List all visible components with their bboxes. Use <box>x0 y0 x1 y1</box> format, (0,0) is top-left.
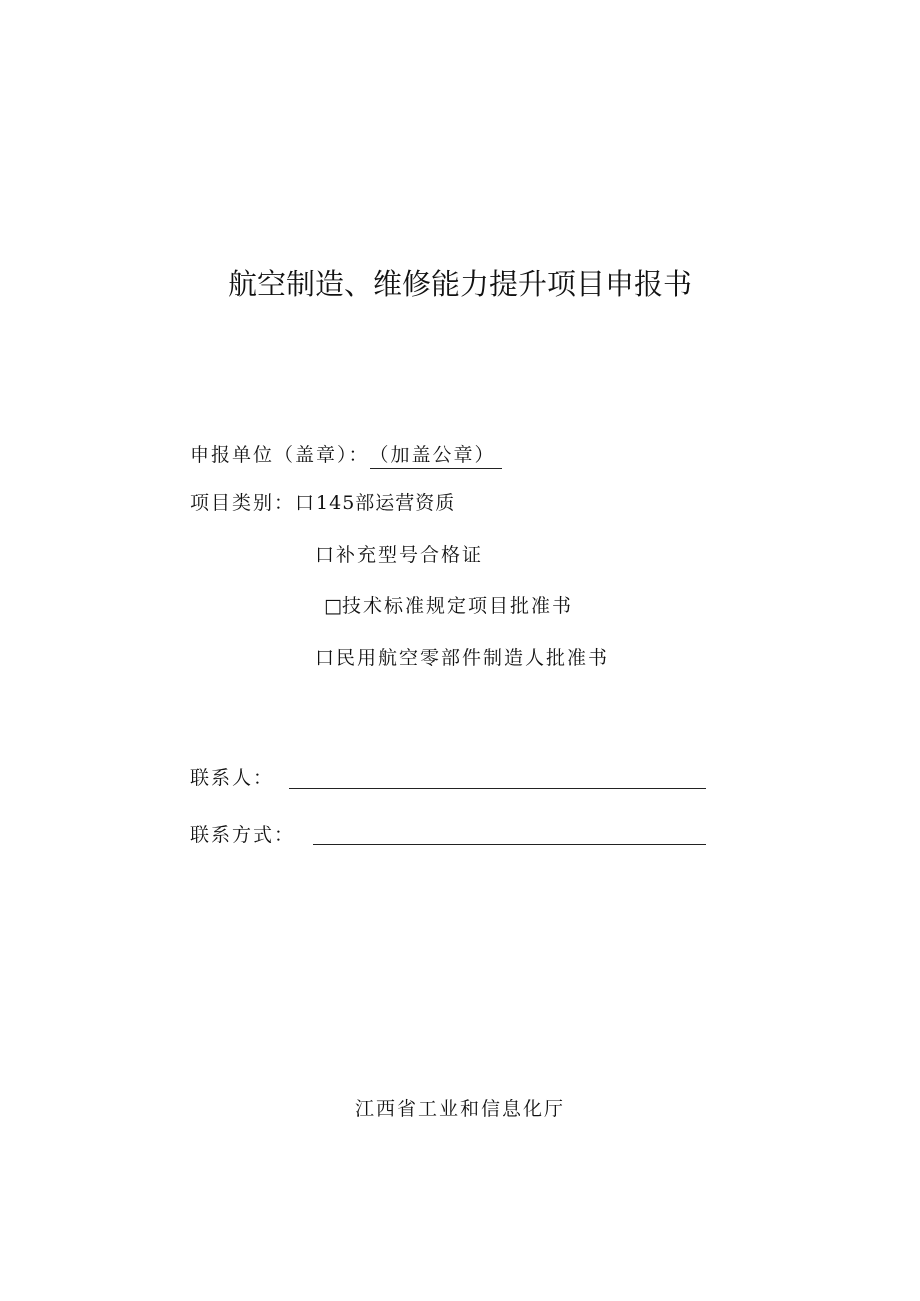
contact-method-label: 联系方式： <box>190 824 296 846</box>
document-title: 航空制造、维修能力提升项目申报书 <box>227 267 692 301</box>
category-option-ctsoa: 技术标准规定项目批准书 <box>341 595 573 617</box>
contact-method-field[interactable] <box>313 844 706 845</box>
category-option-row <box>315 542 483 568</box>
contact-person-row <box>190 765 274 791</box>
category-row <box>190 490 455 516</box>
category-option-pma: 民用航空零部件制造人批准书 <box>336 647 610 669</box>
category-option-stc: 补充型号合格证 <box>336 544 484 566</box>
checkbox-icon[interactable]: 口 <box>315 647 337 669</box>
issuer-name: 江西省工业和信息化厅 <box>354 1098 565 1120</box>
category-option-row <box>324 593 573 619</box>
checkbox-icon[interactable]: □ <box>324 595 342 617</box>
checkbox-icon[interactable]: 口 <box>295 492 317 514</box>
category-option-145: 145部运营资质 <box>316 492 456 514</box>
applicant-label: 申报单位（盖章）： <box>190 444 370 466</box>
applicant-stamp-value: （加盖公章） <box>370 442 502 469</box>
applicant-row <box>190 442 502 469</box>
contact-person-field[interactable] <box>289 788 706 789</box>
category-label: 项目类别： <box>190 492 296 514</box>
checkbox-icon[interactable]: 口 <box>315 544 337 566</box>
contact-person-label: 联系人： <box>190 767 275 789</box>
contact-method-row <box>190 822 295 848</box>
category-option-row <box>315 645 609 671</box>
